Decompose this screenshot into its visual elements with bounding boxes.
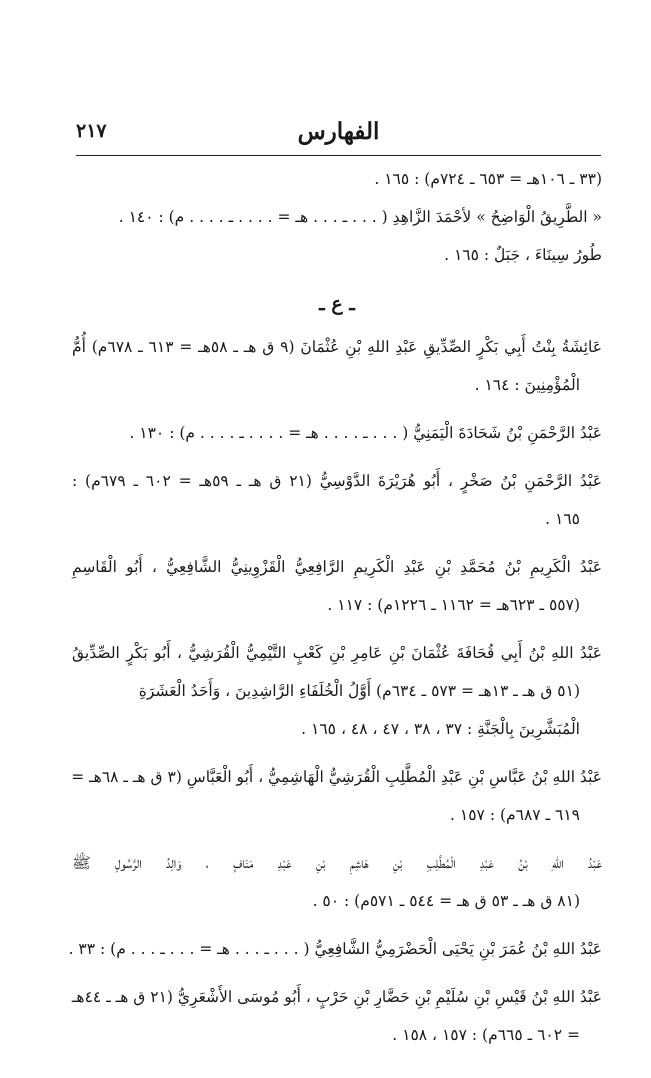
index-entry [72, 844, 602, 920]
entry-line: عَائِشَةُ بِنْتُ أَبِي بَكْرٍ الصِّدِّيقِ عَبْدِ اللهِ بْنِ عُثْمَانَ (٩ ق هـ ـ ٥٨هـ = ٦١٣ ـ ٦٧٨م) أُمُّ [72, 338, 602, 356]
index-entry [72, 236, 602, 274]
entry-continuation-line: الْمُبَشَّرِينَ بِالْجَنَّةِ : ٣٧ ، ٣٨ ، ٤٧ ، ٤٨ ، ١٦٥ . [301, 720, 580, 738]
entry-continuation-line: ١٦٥ . [545, 510, 580, 528]
entry-continuation-line: (٨١ ق هـ ـ ٥٣ ق هـ = ٥٤٤ ـ ٥٧١م) : ٥٠ . [312, 892, 580, 910]
entry-line: عَبْدُ اللهِ بْنُ عَبَّاسِ بْنِ عَبْدِ الْمُطَّلِبِ الْقُرَشِيُّ الْهَاشِمِيُّ ، أَبُو الْعَبَّاسِ (٣ ق هـ ـ ٦٨هـ = [71, 768, 602, 786]
index-entry [72, 758, 602, 834]
index-entry [72, 160, 602, 198]
entry-line: (٣٣ ـ ١٠٦هـ = ٦٥٣ ـ ٧٢٤م) : ١٦٥ . [374, 170, 602, 188]
index-entry [72, 198, 602, 236]
index-entry [72, 978, 602, 1054]
index-entry [72, 414, 602, 452]
entry-line: عَبْدُ اللهِ بْنُ عُمَرَ بْنِ يَحْيَى الْحَضْرَمِيُّ الشَّافِعِيُّ ( . . . ـ . . . هـ = . . . ـ . . . م) : ٣٣ . [68, 940, 602, 958]
top-entries [72, 160, 602, 274]
page-number: ٢١٧ [76, 120, 107, 142]
page-header [76, 118, 601, 152]
entry-continuation-line: ٦١٩ ـ ٦٨٧م) : ١٥٧ . [450, 806, 580, 824]
index-entry [72, 328, 602, 404]
index-body [68, 160, 602, 1054]
entry-line: عَبْدُ الرَّحْمَنِ بْنُ صَخْرٍ ، أَبُو هُرَيْرَةَ الدَّوْسِيُّ (٢١ ق هـ ـ ٥٩هـ = ٦٠٢ ـ ٦٧٩م) : [72, 472, 602, 490]
entries [68, 328, 602, 1054]
index-entry [72, 548, 602, 624]
index-entry [72, 634, 602, 748]
header-rule [76, 155, 601, 156]
entry-continuation-line: = ٦٠٢ ـ ٦٦٥م) : ١٥٧ ، ١٥٨ . [392, 1026, 580, 1044]
entry-line: طُورُ سِينَاءَ ، جَبَلٌ : ١٦٥ . [444, 246, 602, 264]
entry-line: عَبْدُ اللهِ بْنُ عَبْدِ الْمُطَّلِبِ بْنِ هَاشِمِ بْنِ عَبْدِ مَنَافٍ ، وَالِدُ الرَّسُولِ ﷺ [72, 854, 602, 872]
entry-line: « الطَّرِيقُ الْوَاضِحُ » لأحْمَدَ الزَّاهِدِ ( . . . ـ . . . هـ = . . . . ـ . . . . م) : ١٤٠ . [118, 208, 602, 226]
page-title: الفهارس [297, 118, 380, 145]
index-entry [72, 462, 602, 538]
entry-line: عَبْدُ اللهِ بْنُ قَيْسِ بْنِ سُلَيْمِ بْنِ حَضَّارِ بْنِ حَرْبٍ ، أَبُو مُوسَى الأَشْعَرِيُّ (٢١ ق هـ ـ ٤٤هـ [71, 988, 602, 1006]
entry-continuation-line: الْمُؤْمِنِينَ : ١٦٤ . [474, 376, 580, 394]
entry-line: عَبْدُ الرَّحْمَنِ بْنُ شَحَادَةَ الْيَمَنِيُّ ( . . . ـ . . . . هـ = . . . . ـ . . . . م) : ١٣٠ . [129, 424, 602, 442]
entry-line: عَبْدُ الْكَرِيمِ بْنُ مُحَمَّدِ بْنِ عَبْدِ الْكَرِيمِ الرَّافِعِيُّ الْقَزْوِينِيُّ الشَّافِعِيُّ ، أَبُو الْقَاسِمِ [72, 558, 602, 576]
entry-continuation-line: (٥٥٧ ـ ٦٢٣هـ = ١١٦٢ ـ ١٢٢٦م) : ١١٧ . [327, 596, 580, 614]
entry-continuation-line: (٥١ ق هـ ـ ١٣هـ = ٥٧٣ ـ ٦٣٤م) أَوَّلُ الْخُلَفَاءِ الرَّاشِدِينَ ، وَأَحَدُ الْعَشَرَةِ [138, 682, 580, 700]
index-entry [68, 930, 602, 968]
section-heading: ـ ع ـ [319, 293, 355, 315]
entry-line: عَبْدُ اللهِ بْنُ أَبِي قُحَافَةَ عُثْمَانَ بْنِ عَامِرِ بْنِ كَعْبٍ التَّيْمِيُّ الْقُرَشِيُّ ، أَبُو بَكْرٍ الصِّدِّيقُ [72, 644, 602, 662]
